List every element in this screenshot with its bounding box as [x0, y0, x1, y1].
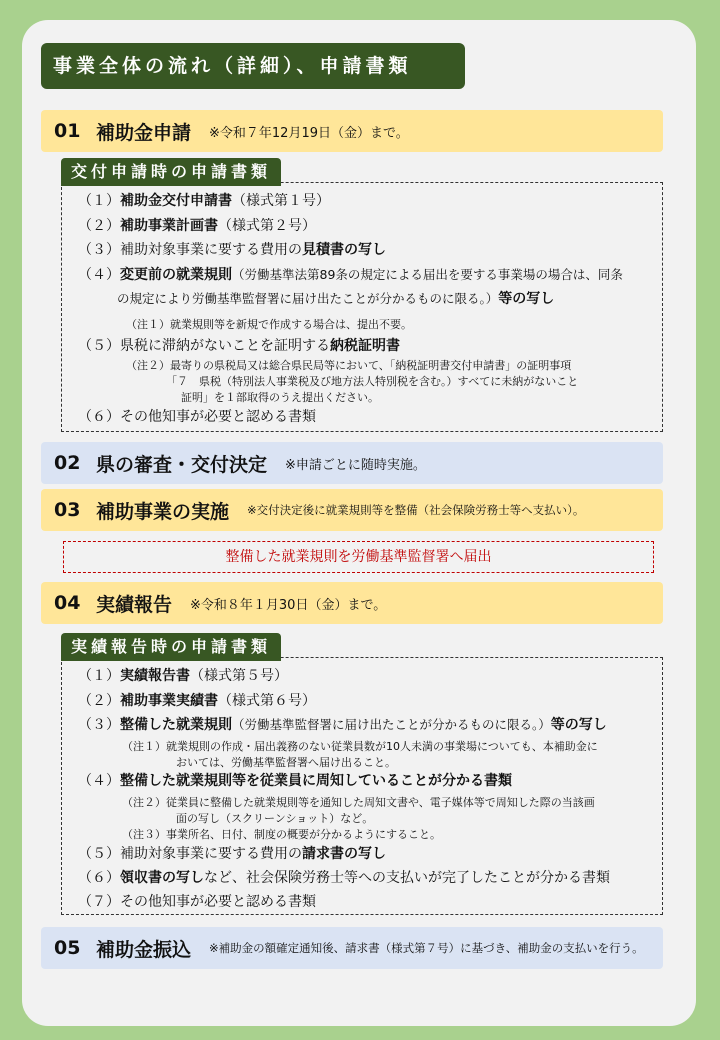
step-03 [41, 489, 663, 531]
list-item: （６）領収書の写しなど、社会保険労務士等への支払いが完了したことが分かる書類 [78, 870, 610, 886]
note-text: （注３）事業所名、日付、制度の概要が分かるようにすること。 [122, 828, 441, 841]
step-note: ※交付決定後に就業規則等を整備（社会保険労務士等へ支払い）。 [247, 503, 585, 517]
note-text: （注２）最寄りの県税局又は総合県民局等において、「納税証明書交付申請書」の証明事項 [126, 359, 572, 372]
list-item: （５）補助対象事業に要する費用の請求書の写し [78, 846, 386, 862]
step-number: 04 [54, 592, 81, 614]
step-number: 02 [54, 452, 81, 474]
list-item: （２）補助事業実績書（様式第６号） [78, 693, 316, 709]
note-text: （注１）就業規則等を新規で作成する場合は、提出不要。 [126, 318, 412, 331]
step-04 [41, 582, 663, 624]
note-text: （注１）就業規則の作成・届出義務のない従業員数が10人未満の事業場についても、本補助金に [122, 740, 598, 753]
note-text: 「７ 県税（特別法人事業税及び地方法人特別税を含む。）すべてに未納がないこと [166, 375, 579, 388]
step-05 [41, 927, 663, 969]
step-number: 03 [54, 499, 81, 521]
list-item: （３）補助対象事業に要する費用の見積書の写し [78, 242, 386, 258]
report-docs-heading: 実績報告時の申請書類 [61, 633, 281, 661]
list-item: （４）変更前の就業規則（労働基準法第89条の規定による届出を要する事業場の場合は、同条 [78, 267, 623, 283]
list-item-continued: の規定により労働基準監督署に届け出たことが分かるものに限る。）等の写し [117, 291, 555, 307]
step-number: 05 [54, 937, 81, 959]
step-number: 01 [54, 120, 81, 142]
list-item: （５）県税に滞納がないことを証明する納税証明書 [78, 338, 400, 354]
list-item: （７）その他知事が必要と認める書類 [78, 894, 316, 910]
note-text: おいては、労働基準監督署へ届け出ること。 [176, 756, 396, 769]
step-label: 補助金振込 [96, 938, 192, 961]
step-label: 補助事業の実施 [96, 500, 230, 523]
step-note: ※補助金の額確定通知後、請求書（様式第７号）に基づき、補助金の支払いを行う。 [209, 941, 644, 955]
step-note: ※申請ごとに随時実施。 [285, 457, 426, 473]
list-item: （６）その他知事が必要と認める書類 [78, 409, 316, 425]
list-item: （１）補助金交付申請書（様式第１号） [78, 193, 330, 209]
step-label: 実績報告 [96, 593, 173, 616]
note-text: （注２）従業員に整備した就業規則等を通知した周知文書や、電子媒体等で周知した際の当該画 [122, 796, 595, 809]
list-item: （４）整備した就業規則等を従業員に周知していることが分かる書類 [78, 773, 512, 789]
step-label: 補助金申請 [96, 121, 192, 144]
step-label: 県の審査・交付決定 [96, 453, 268, 476]
step-02 [41, 442, 663, 484]
red-notice: 整備した就業規則を労働基準監督署へ届出 [63, 541, 654, 573]
application-docs-heading: 交付申請時の申請書類 [61, 158, 281, 186]
list-item: （２）補助事業計画書（様式第２号） [78, 218, 316, 234]
step-note: ※令和７年12月19日（金）まで。 [209, 125, 409, 141]
note-text: 面の写し（スクリーンショット）など。 [176, 812, 374, 825]
note-text: 証明」を１部取得のうえ提出ください。 [181, 391, 379, 404]
page-title: 事業全体の流れ（詳細）、申請書類 [41, 43, 465, 89]
list-item: （１）実績報告書（様式第５号） [78, 668, 288, 684]
list-item: （３）整備した就業規則（労働基準監督署に届け出たことが分かるものに限る。）等の写し [78, 717, 607, 733]
step-01 [41, 110, 663, 152]
step-note: ※令和８年１月30日（金）まで。 [190, 597, 387, 613]
